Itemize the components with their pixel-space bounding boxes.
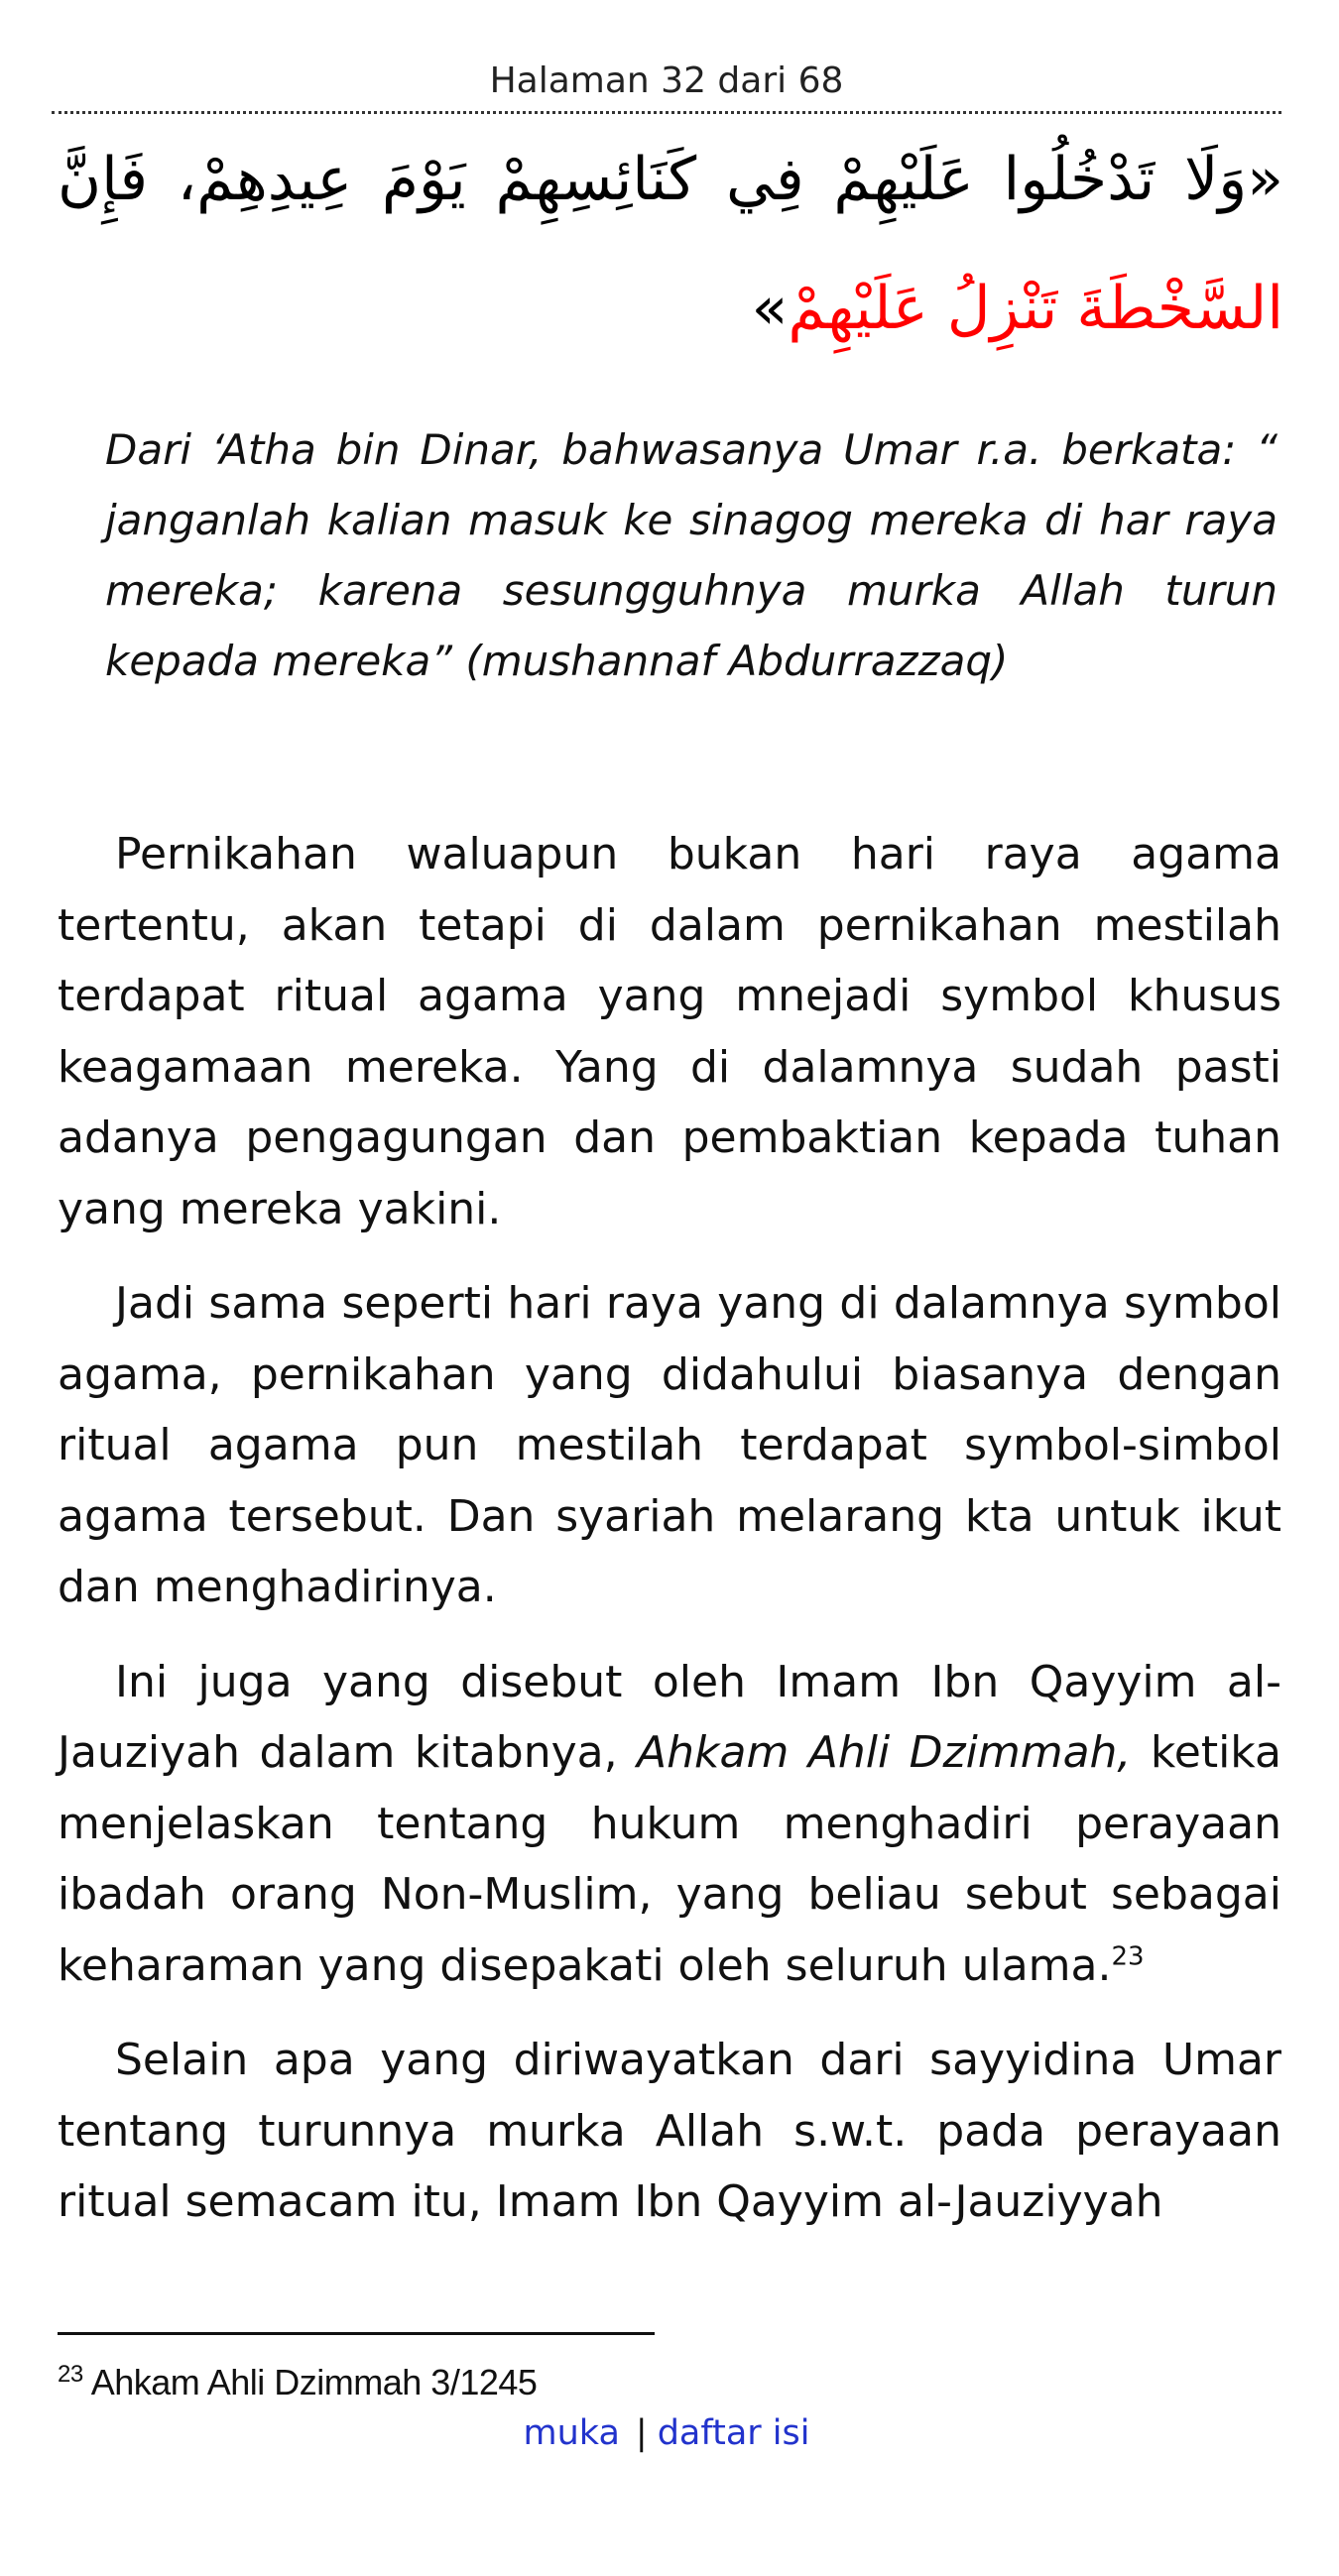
arabic-text-red: السَّخْطَةَ تَنْزِلُ عَلَيْهِمْ: [788, 274, 1283, 343]
page-number-header: Halaman 32 dari 68: [489, 60, 844, 101]
footnote-divider: [58, 2332, 655, 2335]
arabic-text-black: «وَلَا تَدْخُلُوا عَلَيْهِمْ فِي كَنَائِسِهِمْ يَوْمَ عِيدِهِمْ، فَإِنَّ: [58, 145, 1283, 214]
table-of-contents-link[interactable]: daftar isi: [657, 2413, 810, 2453]
book-title: Ahkam Ahli Dzimmah,: [637, 1727, 1132, 1778]
footnote: [58, 2358, 1281, 2407]
footnote-text: Ahkam Ahli Dzimmah 3/1245: [90, 2362, 538, 2402]
nav-separator: |: [635, 2413, 648, 2453]
arabic-quote: [58, 115, 1283, 373]
main-text: [58, 819, 1281, 2238]
page-footer-nav: [52, 2407, 1281, 2459]
paragraph-3: [58, 1647, 1281, 2002]
footnote-number: 23: [58, 2361, 83, 2388]
paragraph-3-text-a: Ini juga yang disebut oleh Imam Ibn Qayyim al-Jauziyah dalam kitabnya,: [58, 1656, 1281, 1778]
header-divider: [52, 111, 1281, 114]
paragraph-4: Selain apa yang diriwayatkan dari sayyidina Umar tentang turunnya murka Allah s.w.t. pada perayaan ritual semacam itu, Imam Ibn Qayyim al-Jauziyyah: [58, 2035, 1281, 2227]
arabic-closing-quote: »: [751, 274, 789, 343]
quote-translation: Dari ‘Atha bin Dinar, bahwasanya Umar r.a. berkata: “ janganlah kalian masuk ke sinagog mereka di har raya mereka; karena sesungguhnya murka Allah turun kepada mereka” (mushannaf Abdurrazzaq): [105, 425, 1278, 685]
paragraph-1: Pernikahan waluapun bukan hari raya agama tertentu, akan tetapi di dalam pernikahan mestilah terdapat ritual agama yang mnejadi symbol khusus keagamaan mereka. Yang di dalamnya sudah pasti adanya pengagungan dan pembaktian kepada tuhan yang mereka yakini.: [58, 829, 1281, 1234]
front-page-link[interactable]: muka: [523, 2413, 620, 2453]
paragraph-2: Jadi sama seperti hari raya yang di dalamnya symbol agama, pernikahan yang didahului biasanya dengan ritual agama pun mestilah terdapat symbol-simbol agama tersebut. Dan syariah melarang kta untuk ikut dan menghadirinya.: [58, 1278, 1281, 1612]
footnote-reference[interactable]: 23: [1111, 1940, 1145, 1971]
paragraph-3-text-b: ketika menjelaskan tentang hukum menghadiri perayaan ibadah orang Non-Muslim, yang beliau sebut sebagai keharaman yang disepakati oleh seluruh ulama.: [58, 1727, 1281, 1991]
